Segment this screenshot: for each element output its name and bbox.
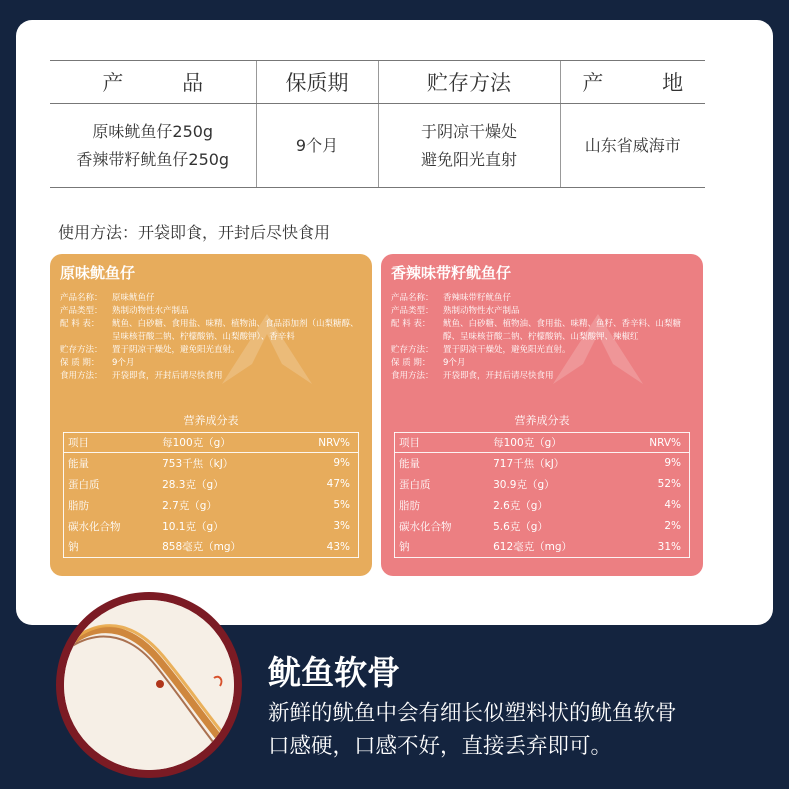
bottom-title: 鱿鱼软骨 bbox=[268, 653, 400, 692]
bottom-desc-line-2: 口感硬，口感不好，直接丢弃即可。 bbox=[268, 734, 613, 759]
panel-title: 原味鱿鱼仔 bbox=[60, 264, 136, 282]
detail-row: 保 质 期： 9个月 bbox=[391, 358, 466, 368]
usage-text: 使用方法：开袋即食，开封后尽快食用 bbox=[58, 223, 331, 242]
table-row: 钠 858毫克（mg） 43% bbox=[68, 540, 350, 554]
nutrition-table bbox=[63, 432, 359, 558]
table-row: 脂肪 2.6克（g） 4% bbox=[399, 499, 681, 512]
detail-row: 贮存方法： 置于阴凉干燥处，避免阳光直射。 bbox=[60, 345, 240, 355]
table-header-row: 项目 每100克（g） NRV% bbox=[64, 433, 359, 453]
bottom-description bbox=[268, 697, 768, 763]
storage-cell bbox=[378, 104, 560, 188]
squid-cartilage-image bbox=[64, 600, 234, 770]
detail-row: 配 料 表： 鱿鱼、白砂糖、植物油、食用盐、味精、鱼籽、香辛料、山梨糖醇、呈味核苷酸二钠、柠檬酸钠、山梨酸钾、辣椒红 bbox=[391, 319, 682, 342]
header-origin: 产 地 bbox=[560, 61, 705, 104]
shelf-life-value: 9个月 bbox=[256, 104, 378, 188]
nutrition-title: 营养成分表 bbox=[183, 414, 239, 427]
table-row: 能量 753千焦（kJ） 9% bbox=[68, 457, 350, 470]
storage-line-2: 避免阳光直射 bbox=[420, 149, 517, 169]
panel-title: 香辣味带籽鱿鱼仔 bbox=[391, 264, 512, 282]
table-row: 蛋白质 28.3克（g） 47% bbox=[68, 478, 350, 491]
detail-row: 保 质 期： 9个月 bbox=[60, 358, 135, 368]
header-shelf-life: 保质期 bbox=[256, 61, 378, 104]
panel-spicy-squid-with-roe bbox=[381, 254, 703, 576]
product-cell bbox=[50, 104, 256, 188]
table-row: 蛋白质 30.9克（g） 52% bbox=[399, 478, 681, 491]
detail-row: 配 料 表： 鱿鱼、白砂糖、食用盐、味精、植物油、食品添加剂（山梨糖醇、呈味核苷酸二钠、柠檬酸钠、山梨酸钾）、香辛料 bbox=[60, 319, 359, 342]
nutrition-title: 营养成分表 bbox=[514, 414, 570, 427]
product-line-2: 香辣带籽鱿鱼仔250g bbox=[76, 149, 230, 169]
header-product: 产 品 bbox=[50, 61, 256, 104]
storage-line-1: 于阴凉干燥处 bbox=[420, 121, 517, 141]
table-row: 碳水化合物 10.1克（g） 3% bbox=[68, 520, 350, 533]
table-row: 能量 717千焦（kJ） 9% bbox=[399, 457, 681, 470]
detail-row: 产品类型： 熟制动物性水产制品 bbox=[391, 306, 520, 316]
squid-cartilage-photo bbox=[64, 600, 234, 770]
detail-row: 贮存方法： 置于阴凉干燥处，避免阳光直射。 bbox=[391, 345, 571, 355]
bottom-desc-line-1: 新鲜的鱿鱼中会有细长似塑料状的鱿鱼软骨 bbox=[268, 701, 677, 726]
nutrition-table bbox=[394, 432, 690, 558]
detail-row: 食用方法： 开袋即食，开封后请尽快食用 bbox=[60, 371, 223, 381]
origin-value: 山东省威海市 bbox=[560, 104, 705, 188]
panel-original-squid bbox=[50, 254, 372, 576]
detail-row: 食用方法： 开袋即食，开封后请尽快食用 bbox=[391, 371, 554, 381]
table-row: 脂肪 2.7克（g） 5% bbox=[68, 499, 350, 512]
detail-row: 产品名称： 香辣味带籽鱿鱼仔 bbox=[391, 293, 512, 303]
product-details bbox=[391, 292, 691, 383]
table-row: 碳水化合物 5.6克（g） 2% bbox=[399, 520, 681, 533]
detail-row: 产品类型： 熟制动物性水产制品 bbox=[60, 306, 189, 316]
header-storage: 贮存方法 bbox=[378, 61, 560, 104]
table-row: 钠 612毫克（mg） 31% bbox=[399, 540, 681, 554]
product-details bbox=[60, 292, 360, 383]
table-header-row: 项目 每100克（g） NRV% bbox=[395, 433, 690, 453]
product-info-table bbox=[50, 60, 705, 188]
detail-row: 产品名称： 原味鱿鱼仔 bbox=[60, 293, 155, 303]
product-line-1: 原味鱿鱼仔250g bbox=[92, 121, 214, 141]
